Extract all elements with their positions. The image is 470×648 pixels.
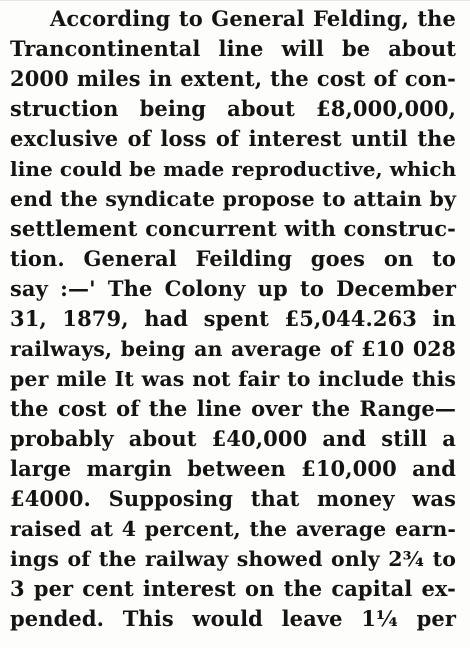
text-line: 2000 miles in extent, the cost of con- — [10, 66, 456, 91]
text-line: raised at 4 percent, the average earn- — [10, 517, 456, 541]
top-border — [0, 0, 470, 1]
text-line: railways, being an average of £10 028 — [10, 337, 456, 361]
text-line: say :—' The Colony up to December — [10, 276, 456, 301]
text-line: pended. This would leave 1¼ per — [10, 606, 456, 631]
text-line: settlement concurrent with construc- — [10, 216, 456, 241]
text-line: £4000. Supposing that money was — [10, 486, 456, 511]
text-line: end the syndicate propose to attain by — [10, 187, 456, 211]
text-line: the cost of the line over the Range— — [10, 396, 456, 421]
text-line: probably about £40,000 and still a — [10, 426, 456, 451]
text-line: Trancontinental line will be about — [10, 36, 456, 61]
text-line: exclusive of loss of interest until the — [10, 126, 456, 151]
text-line: large margin between £10,000 and — [10, 456, 456, 481]
text-line: According to General Felding, the — [50, 6, 456, 31]
text-line: line could be made reproductive, which — [10, 157, 457, 181]
text-line: struction being about £8,000,000, — [10, 96, 456, 121]
text-line: tion. General Feilding goes on to — [10, 246, 456, 271]
text-line: 31, 1879, had spent £5,044.263 in — [10, 306, 456, 331]
text-line: per mile It was not fair to include this — [10, 367, 456, 391]
text-line: 3 per cent interest on the capital ex- — [10, 576, 456, 601]
text-line: ings of the railway showed only 2¾ to — [10, 547, 456, 571]
